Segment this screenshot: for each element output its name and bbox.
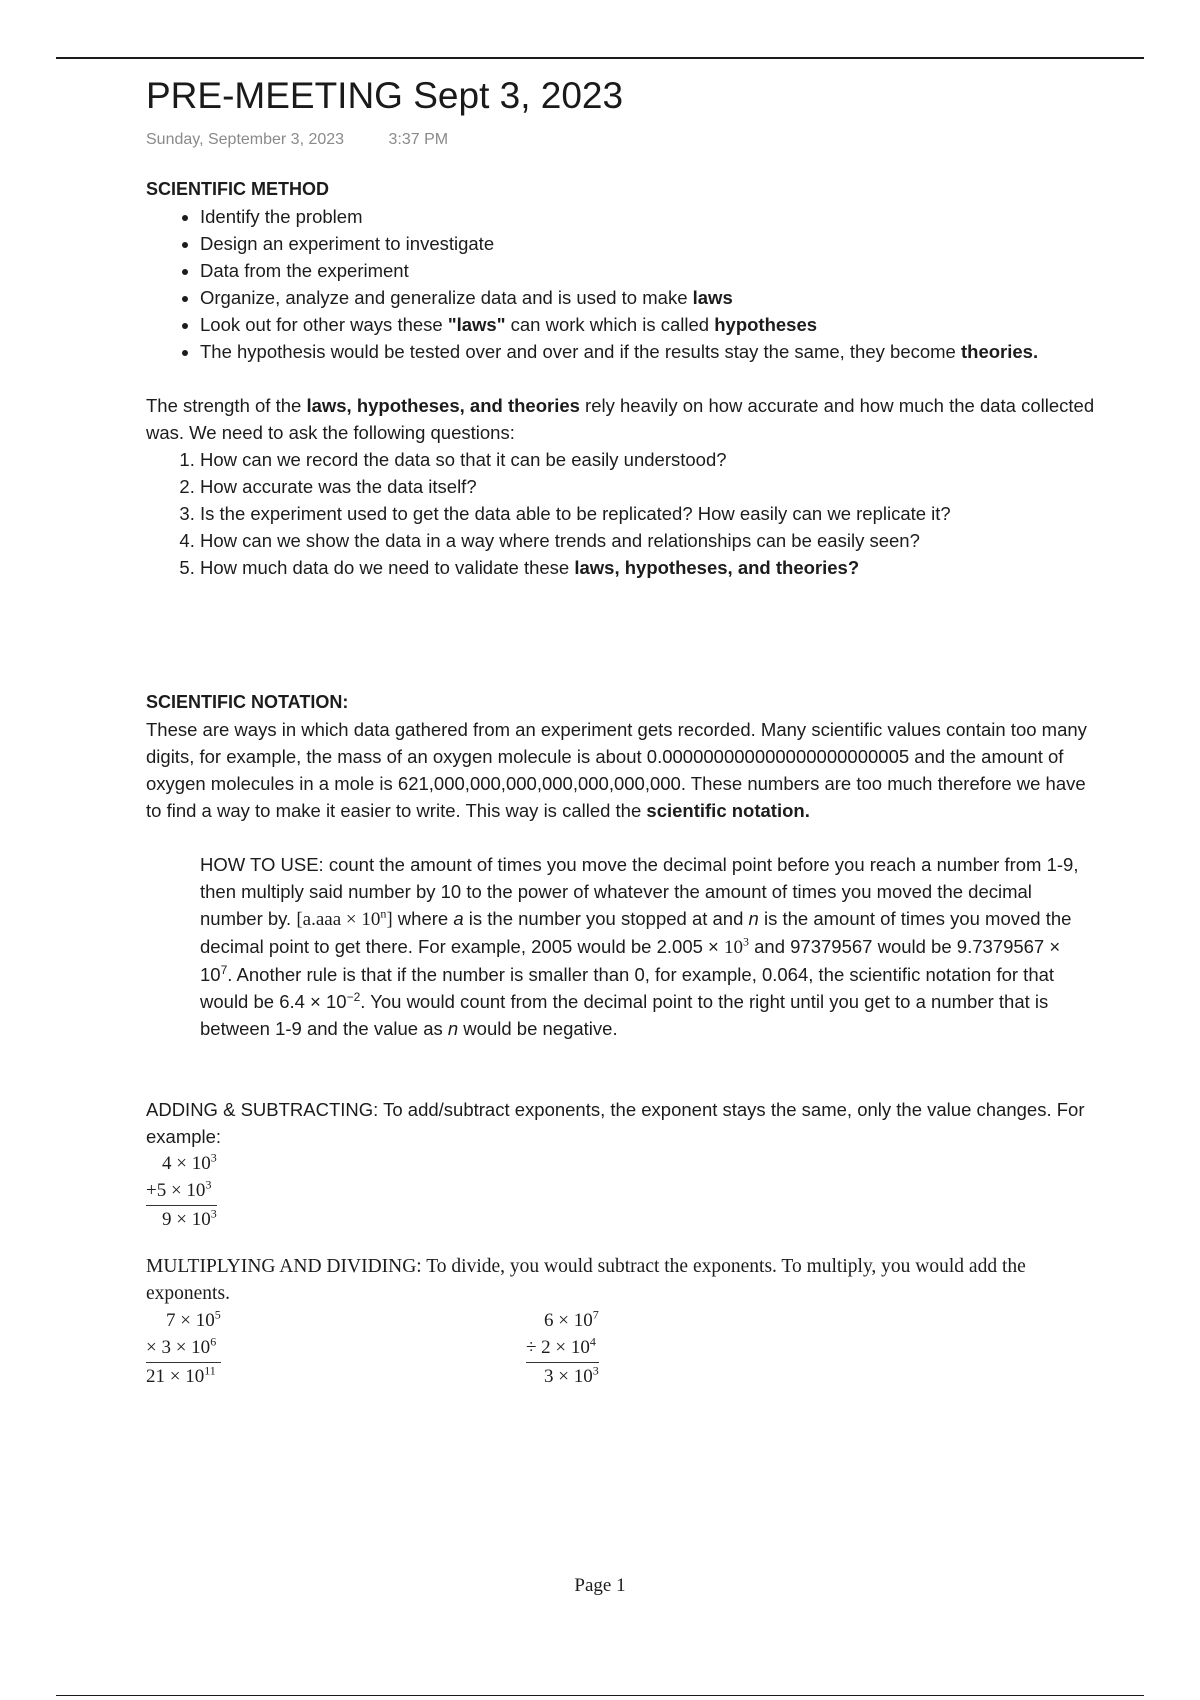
text-run: These are ways in which data gathered from an experiment gets recorded. Many scientific values contain too many digits, for example, the mass of an oxygen molecule is about 0.000000000000000000000005 and the amount of oxygen molecules in a mole is 621,000,000,000,000,000,000,000. These numbers are too much therefore we have to find a way to make it easier to write. This way is called the xyxy=(146,719,1087,821)
list-item xyxy=(200,203,1096,230)
scientific-method-list xyxy=(146,203,1096,365)
calc-row xyxy=(146,1307,221,1334)
calc-exponent: 3 xyxy=(592,1363,599,1378)
calc-exponent: 6 xyxy=(210,1334,217,1349)
calc-row xyxy=(146,1150,217,1177)
calc-base: ÷ 2 × 10 xyxy=(526,1337,590,1358)
calc-base: 9 × 10 xyxy=(162,1209,211,1230)
bold-term: hypotheses xyxy=(714,314,818,335)
list-item-text: How much data do we need to validate these xyxy=(200,557,575,578)
division-calc xyxy=(526,1307,599,1390)
list-item-text: Organize, analyze and generalize data and is used to make xyxy=(200,287,693,308)
calc-base: 6 × 10 xyxy=(544,1310,593,1331)
calc-row xyxy=(146,1177,217,1204)
formula-close: ] xyxy=(386,909,393,930)
list-item-text: The hypothesis would be tested over and over and if the results stay the same, they become xyxy=(200,341,961,362)
page-number: Page 1 xyxy=(574,1575,626,1596)
calc-base: 4 × 10 xyxy=(162,1153,211,1174)
bold-term: laws, hypotheses, and theories? xyxy=(574,557,860,578)
calc-exponent: 4 xyxy=(589,1334,596,1349)
calc-exponent: 11 xyxy=(204,1363,216,1378)
bold-term: theories. xyxy=(960,341,1039,362)
text-run: is the number you stopped at and xyxy=(463,908,749,929)
bold-term: "laws" xyxy=(447,314,506,335)
formula-exponent: n xyxy=(380,906,387,921)
list-item xyxy=(200,230,1096,257)
math-expression xyxy=(723,934,749,958)
page-meta xyxy=(146,131,1096,149)
multiplication-calc xyxy=(146,1307,221,1390)
multiplying-section xyxy=(146,1253,1096,1391)
math-base: 10 xyxy=(723,937,743,958)
list-item-text: Data from the experiment xyxy=(200,260,409,281)
list-item-text: Identify the problem xyxy=(200,206,363,227)
bold-term: scientific notation. xyxy=(646,800,810,821)
text-run: is the amount of times you moved the decimal point to get there. For example, 2005 would be 2.005 × xyxy=(200,908,1072,957)
calc-exponent: 3 xyxy=(205,1177,212,1192)
calc-base: 7 × 10 xyxy=(166,1310,215,1331)
scientific-method-heading: SCIENTIFIC METHOD xyxy=(146,179,329,199)
math-exponent: 7 xyxy=(220,962,228,977)
scientific-notation-paragraph xyxy=(146,716,1096,824)
calc-exponent: 7 xyxy=(592,1307,599,1322)
math-exponent: 3 xyxy=(742,934,749,949)
notation-formula xyxy=(296,906,393,930)
variable-a: a xyxy=(453,908,464,929)
text-run: rely heavily on how accurate and how much the data collected was. We need to ask the following questions: xyxy=(146,395,1095,443)
strength-section xyxy=(146,392,1096,581)
calc-base: 3 × 10 xyxy=(544,1366,593,1387)
calc-exponent: 5 xyxy=(214,1307,221,1322)
text-run: . Another rule is that if the number is smaller than 0, for example, 0.064, the scientific notation for that would be 6.4 × 10 xyxy=(200,964,1055,1012)
list-item xyxy=(200,257,1096,284)
list-item xyxy=(200,338,1096,365)
page-title: PRE-MEETING Sept 3, 2023 xyxy=(146,75,624,116)
list-item xyxy=(200,500,1096,527)
top-rule xyxy=(56,57,1144,59)
calc-base: +5 × 10 xyxy=(146,1180,206,1201)
bold-term: laws xyxy=(692,287,733,308)
text-run: . You would count from the decimal point to the right until you get to a number that is between 1-9 and the value as xyxy=(200,991,1049,1039)
text-run: HOW TO USE: count the amount of times you move the decimal point before you reach a number from 1-9, then multiply said number by 10 to the power of whatever the amount of times you moved the decimal number by. xyxy=(200,854,1079,929)
strength-paragraph xyxy=(146,392,1096,446)
list-item-text: How can we show the data in a way where trends and relationships can be easily seen? xyxy=(200,530,920,551)
text-run: would be negative. xyxy=(458,1018,618,1039)
bold-term: laws, hypotheses, and theories xyxy=(306,395,580,416)
bottom-rule xyxy=(56,1695,1144,1696)
list-item xyxy=(200,527,1096,554)
calc-exponent: 3 xyxy=(210,1150,217,1165)
text-run: The strength of the xyxy=(146,395,307,416)
scientific-method-section xyxy=(146,176,1096,365)
calc-base: × 3 × 10 xyxy=(146,1337,211,1358)
multiply-divide-calcs xyxy=(146,1307,1096,1391)
how-to-use-paragraph xyxy=(200,851,1090,1042)
list-item xyxy=(200,311,1096,338)
adding-paragraph: ADDING & SUBTRACTING: To add/subtract exponents, the exponent stays the same, only the value changes. For example: xyxy=(146,1099,1085,1147)
list-item-text: How accurate was the data itself? xyxy=(200,476,477,497)
calc-exponent: 3 xyxy=(210,1206,217,1221)
page-date: Sunday, September 3, 2023 xyxy=(146,131,345,148)
list-item xyxy=(200,284,1096,311)
calc-result-row xyxy=(146,1362,221,1390)
list-item xyxy=(200,473,1096,500)
formula-base: [a.aaa × 10 xyxy=(296,909,381,930)
list-item-text: Look out for other ways these xyxy=(200,314,448,335)
variable-n: n xyxy=(748,908,759,929)
questions-list xyxy=(146,446,1096,581)
calc-result-row xyxy=(526,1362,599,1390)
variable-n: n xyxy=(447,1018,459,1039)
calc-row xyxy=(526,1307,599,1334)
list-item xyxy=(200,446,1096,473)
list-item xyxy=(200,554,1096,581)
adding-section xyxy=(146,1096,1096,1233)
list-item-text: Design an experiment to investigate xyxy=(200,233,495,254)
list-item-text: can work which is called xyxy=(505,314,715,335)
math-exponent: −2 xyxy=(346,989,361,1004)
scientific-notation-heading: SCIENTIFIC NOTATION: xyxy=(146,692,349,712)
addition-calc xyxy=(146,1150,217,1233)
calc-base: 21 × 10 xyxy=(146,1366,205,1387)
calc-row xyxy=(146,1334,221,1361)
text-run: where xyxy=(392,908,454,929)
calc-row xyxy=(526,1334,599,1361)
document-page xyxy=(146,70,1096,1391)
text-run: and 97379567 would be 9.7379567 × 10 xyxy=(200,936,1061,985)
list-item-text: Is the experiment used to get the data able to be replicated? How easily can we replicate it? xyxy=(200,503,951,524)
calc-result-row xyxy=(146,1205,217,1233)
page-time: 3:37 PM xyxy=(388,131,449,148)
scientific-notation-section xyxy=(146,689,1096,1042)
multiplying-paragraph: MULTIPLYING AND DIVIDING: To divide, you would subtract the exponents. To multiply, you would add the exponents. xyxy=(146,1256,1026,1304)
list-item-text: How can we record the data so that it can be easily understood? xyxy=(200,449,727,470)
